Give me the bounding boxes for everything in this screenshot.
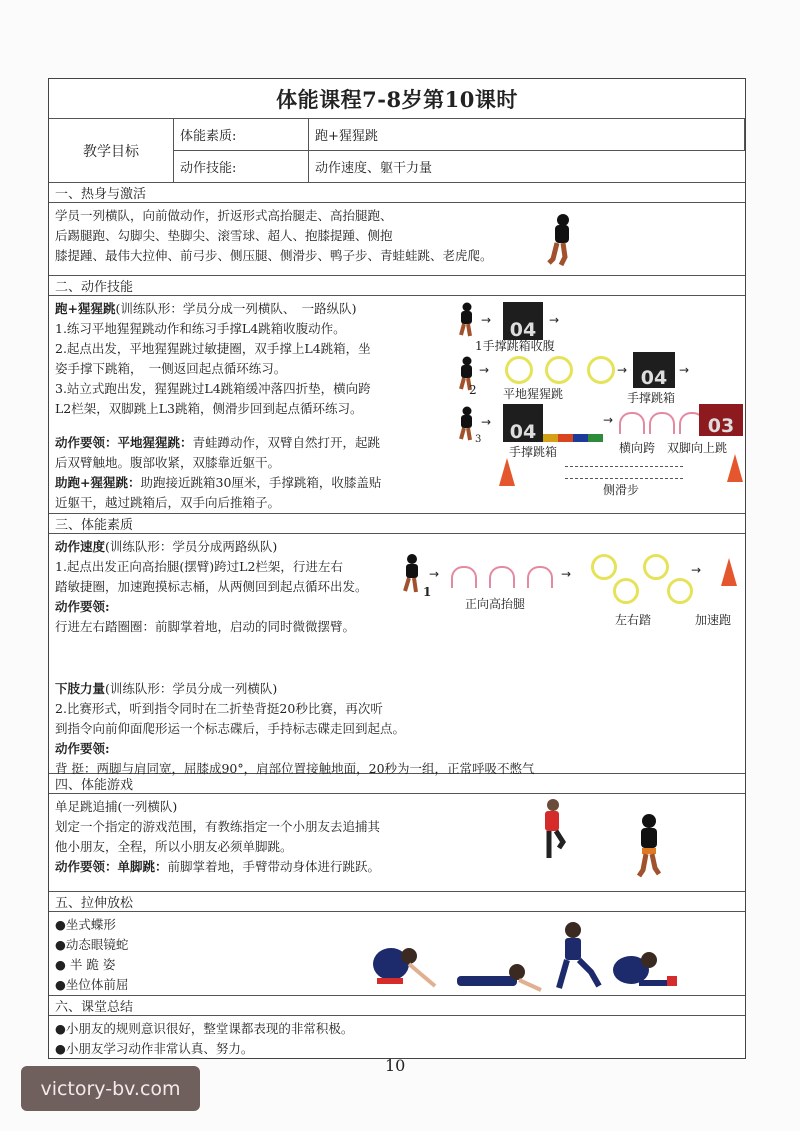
section-fitness-body bbox=[49, 534, 745, 774]
runner-figure-icon bbox=[401, 554, 421, 594]
cone-icon bbox=[727, 454, 743, 482]
runner-figure-icon bbox=[457, 302, 475, 338]
section-summary-heading: 六、课堂总结 bbox=[49, 996, 745, 1016]
summary-item: ●小朋友的规则意识很好，整堂课都表现的非常积极。 bbox=[55, 1021, 354, 1036]
skills-step: 2.起点出发，平地猩猩跳过敏捷圈，双手撑上L4跳箱，坐 bbox=[55, 341, 371, 356]
skills-step: 姿手撑下跳箱， 一侧返回起点循环练习。 bbox=[55, 361, 287, 376]
key-points-label: 动作要领: bbox=[55, 741, 110, 756]
key-points-text: 助跑接近跳箱30厘米，手撑跳箱，收膝盖贴 bbox=[140, 475, 382, 490]
arrow-right-icon: → bbox=[603, 413, 614, 427]
teaching-goals bbox=[49, 119, 745, 183]
skills-step: L2栏架，双脚跳上L3跳箱，侧滑步回到起点循环练习。 bbox=[55, 401, 363, 416]
diagram-caption: 双脚向上跳 bbox=[667, 441, 728, 455]
diagram-caption: 手撑跳箱 bbox=[509, 445, 558, 459]
dashed-arrow-left-icon bbox=[565, 478, 683, 479]
section-warmup-heading: 一、热身与激活 bbox=[49, 183, 745, 203]
warmup-line: 学员一列横队，向前做动作，折返形式高抬腿走、高抬腿跑、 bbox=[55, 208, 393, 223]
page-number: 10 bbox=[385, 1056, 406, 1075]
diagram-caption: 侧滑步 bbox=[603, 483, 640, 497]
skills-formation: (训练队形：学员分成一列横队、 一路纵队) bbox=[115, 301, 357, 316]
agility-ring-icon bbox=[545, 356, 573, 384]
section-fitness-heading: 三、体能素质 bbox=[49, 514, 745, 534]
key-points-text: 青蛙蹲动作，双臂自然打开，起跳 bbox=[192, 435, 381, 450]
diagram-caption: 手撑跳箱 bbox=[627, 391, 676, 405]
section-warmup-body bbox=[49, 203, 745, 276]
arrow-right-icon: → bbox=[691, 563, 702, 577]
section-game-body bbox=[49, 794, 745, 892]
warmup-line: 膝提踵、最伟大拉伸、前弓步、侧压腿、侧滑步、鸭子步、青蛙蛙跳、老虎爬。 bbox=[55, 248, 493, 263]
hurdle-icon bbox=[619, 412, 645, 434]
page-title: 体能课程7-8岁第10课时 bbox=[49, 79, 745, 119]
jump-box-icon: 04 bbox=[503, 302, 543, 340]
row-number: 1 bbox=[423, 585, 432, 599]
strength-line: 2.比赛形式，听到指令同时在二折垫背挺20秒比赛，再次听 bbox=[55, 701, 383, 716]
hopping-kid-figure-icon bbox=[537, 798, 573, 862]
section-summary-body bbox=[49, 1016, 745, 1058]
agility-ring-icon bbox=[613, 578, 639, 604]
key-points-text: 背 挺：两脚与肩同宽，屈膝成90°，肩部位置接触地面，20秒为一组，正常呼吸不憋气 bbox=[55, 761, 535, 776]
key-points-text: 后双臂触地。腹部收紧，双膝靠近躯干。 bbox=[55, 455, 281, 470]
hurdle-icon bbox=[489, 566, 515, 588]
strength-subtitle: 下肢力量 bbox=[55, 681, 106, 696]
speed-diagram bbox=[395, 554, 745, 634]
arrow-right-icon: → bbox=[429, 567, 440, 581]
arrow-right-icon: → bbox=[549, 313, 560, 327]
game-line: 划定一个指定的游戏范围，有教练指定一个小朋友去追捕其 bbox=[55, 819, 381, 834]
arrow-right-icon: → bbox=[561, 567, 572, 581]
diagram-caption: 左右踏 bbox=[615, 613, 652, 627]
speed-line: 踏敏捷圈，加速跑摸标志桶，从两侧回到起点循环出发。 bbox=[55, 579, 368, 594]
hurdle-icon bbox=[527, 566, 553, 588]
row-number: 2 bbox=[469, 383, 477, 397]
key-points-text: 近躯干，越过跳箱后，双手向后推箱子。 bbox=[55, 495, 281, 510]
speed-line: 1.起点出发正向高抬腿(摆臂)跨过L2栏架，行进左右 bbox=[55, 559, 343, 574]
arrow-right-icon: → bbox=[481, 313, 492, 327]
cone-icon bbox=[721, 558, 737, 586]
runner-figure-icon bbox=[545, 213, 577, 269]
row-number: 3 bbox=[475, 434, 482, 445]
section-stretch-heading: 五、拉伸放松 bbox=[49, 892, 745, 912]
lesson-plan-table bbox=[48, 78, 746, 1059]
skills-subtitle: 跑+猩猩跳 bbox=[55, 301, 116, 316]
diagram-caption: 平地猩猩跳 bbox=[503, 387, 564, 401]
warmup-line: 后踢腿跑、勾脚尖、垫脚尖、滚雪球、超人、抱膝提踵、侧抱 bbox=[55, 228, 393, 243]
section-game-heading: 四、体能游戏 bbox=[49, 774, 745, 794]
arrow-right-icon: → bbox=[481, 415, 492, 429]
section-stretch-body bbox=[49, 912, 745, 996]
arrow-right-icon: → bbox=[679, 363, 690, 377]
game-title: 单足跳追捕(一列横队) bbox=[55, 799, 178, 814]
game-line: 他小朋友，全程，所以小朋友必须单脚跳。 bbox=[55, 839, 293, 854]
watermark-badge: victory-bv.com bbox=[21, 1066, 200, 1111]
arrow-right-icon: → bbox=[479, 363, 490, 377]
cone-icon bbox=[499, 458, 515, 486]
dashed-arrow-right-icon bbox=[565, 466, 683, 467]
skills-step: 1.练习平地猩猩跳动作和练习手撑L4跳箱收腹动作。 bbox=[55, 321, 346, 336]
agility-ring-icon bbox=[667, 578, 693, 604]
stretch-item: ●坐位体前屈 bbox=[55, 977, 129, 992]
speed-subtitle: 动作速度 bbox=[55, 539, 106, 554]
diagram-caption: 加速跑 bbox=[695, 613, 732, 627]
agility-ring-icon bbox=[505, 356, 533, 384]
key-points-label: 动作要领：单脚跳： bbox=[55, 859, 168, 874]
runner-figure-icon bbox=[457, 406, 475, 442]
running-kid-figure-icon bbox=[629, 812, 669, 884]
jump-box-red-icon: 03 bbox=[699, 404, 743, 436]
goal-value-2: 动作速度、躯干力量 bbox=[315, 161, 433, 176]
speed-formation: (训练队形：学员分成两路纵队) bbox=[105, 539, 278, 554]
agility-ring-icon bbox=[591, 554, 617, 580]
stretch-item: ●动态眼镜蛇 bbox=[55, 937, 129, 952]
section-skills-heading: 二、动作技能 bbox=[49, 276, 745, 296]
goal-value-1: 跑+猩猩跳 bbox=[309, 119, 745, 151]
stretch-item: ● 半 跪 姿 bbox=[55, 957, 116, 972]
summary-item: ●小朋友学习动作非常认真、努力。 bbox=[55, 1041, 254, 1056]
section-skills-body bbox=[49, 296, 745, 514]
agility-ring-icon bbox=[587, 356, 615, 384]
goal-key-1: 体能素质: bbox=[174, 119, 309, 151]
strength-line: 到指令向前仰面爬形运一个标志碟后，手持标志碟走回到起点。 bbox=[55, 721, 406, 736]
agility-ring-icon bbox=[643, 554, 669, 580]
folding-mat-icon bbox=[543, 434, 603, 442]
key-points-text: 行进左右踏圈圈：前脚掌着地，启动的同时微微摆臂。 bbox=[55, 619, 356, 634]
hurdle-icon bbox=[649, 412, 675, 434]
jump-box-icon: 04 bbox=[633, 352, 675, 388]
key-points-label: 动作要领：平地猩猩跳： bbox=[55, 435, 193, 450]
strength-formation: (训练队形：学员分成一列横队) bbox=[105, 681, 278, 696]
hurdle-icon bbox=[451, 566, 477, 588]
jump-box-icon: 04 bbox=[503, 404, 543, 442]
stretch-item: ●坐式蝶形 bbox=[55, 917, 116, 932]
skills-step: 3.站立式跑出发，猩猩跳过L4跳箱缓冲落四折垫，横向跨 bbox=[55, 381, 371, 396]
goal-key-2: 动作技能: bbox=[174, 151, 309, 182]
key-points-text: 前脚掌着地，手臂带动身体进行跳跃。 bbox=[167, 859, 381, 874]
skills-diagram bbox=[453, 296, 743, 511]
diagram-caption: 1手撑跳箱收腹 bbox=[475, 339, 555, 353]
stretch-poses-figure-icon bbox=[369, 920, 679, 992]
key-points-label: 助跑+猩猩跳： bbox=[55, 475, 141, 490]
key-points-label: 动作要领: bbox=[55, 599, 110, 614]
diagram-caption: 正向高抬腿 bbox=[465, 597, 526, 611]
diagram-caption: 横向跨 bbox=[619, 441, 656, 455]
goals-label: 教学目标 bbox=[49, 119, 174, 182]
arrow-right-icon: → bbox=[617, 363, 628, 377]
